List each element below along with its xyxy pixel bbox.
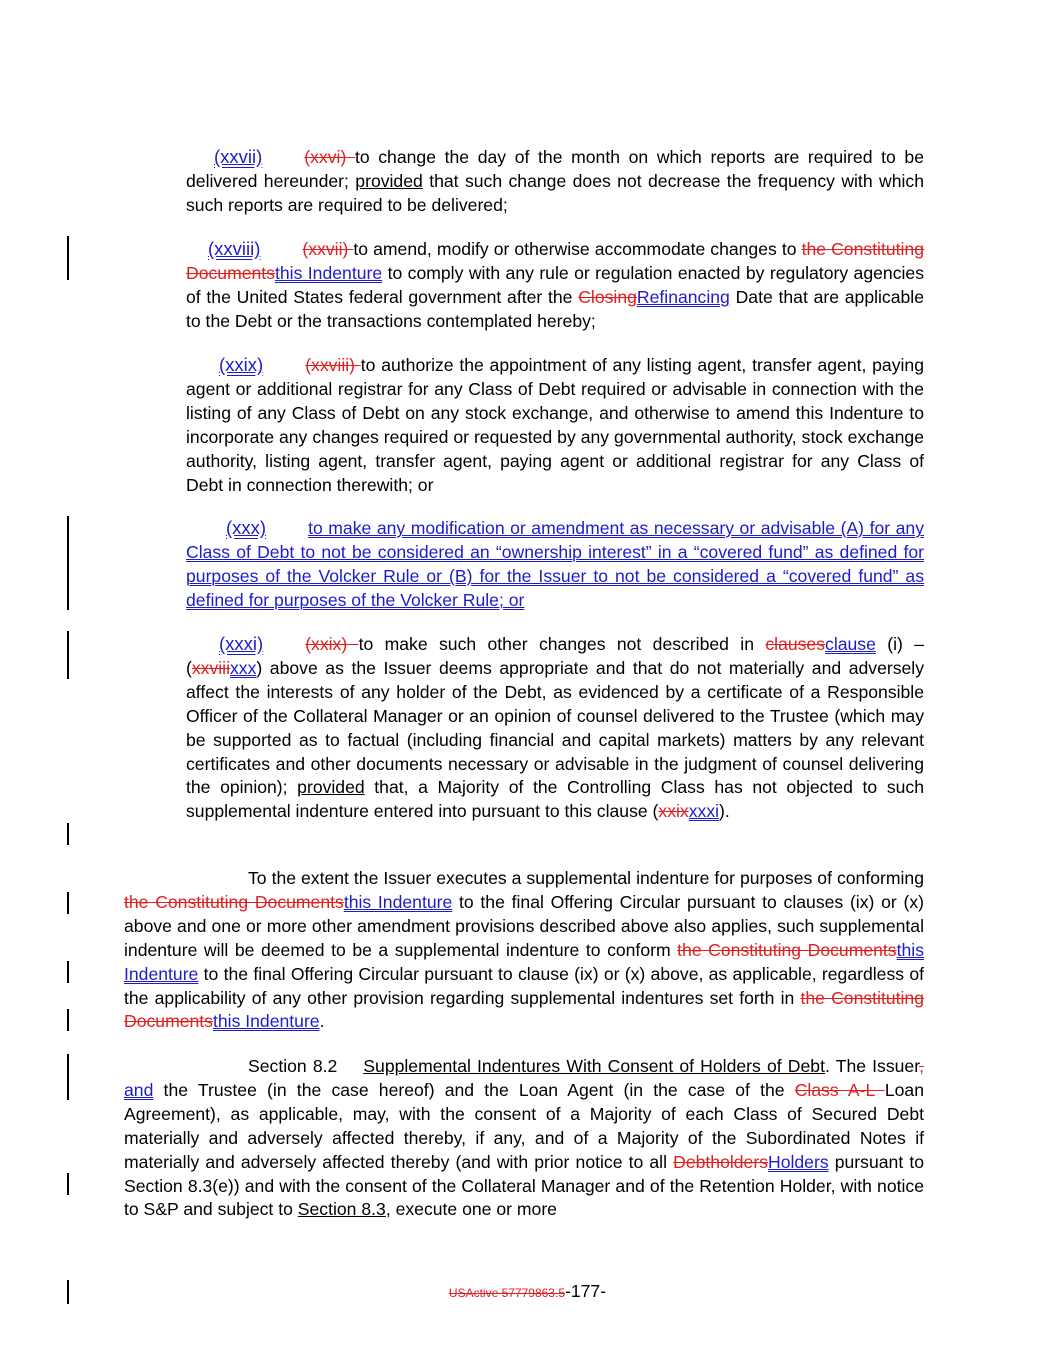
page-footer [0,1281,1055,1302]
deleted-text: the Constituting Documents [677,939,897,960]
clause-number-inserted: (xxx) [226,517,267,538]
clause-xxviii [186,237,924,334]
section-text: Loan Agreement), as applicable, may, with the consent of a Majority of each Class of Secured Debt materially and adversely affected thereby, if any, and of a Majority of the Subordinated Notes if materially and adversely affected thereby (and with prior notice to all [124,1079,924,1172]
clause-text: to comply with any rule or regulation enacted by regulatory agencies of the United States federal government after the [186,262,924,307]
clause-number-inserted: (xxxi) [219,633,264,654]
section-text: pursuant to Section 8.3(e)) and with the consent of the Collateral Manager and of the Retention Holder, with notice to S&P and subject to [124,1151,925,1220]
inserted-text: Refinancing [636,286,730,307]
deleted-text: clauses [765,634,826,654]
clause-text: (i) – ( [186,634,925,678]
clause-text: to make such other changes not described in [358,634,766,654]
deleted-text: the Constituting Documents [124,987,924,1032]
clause-text: that, a Majority of the Controlling Class has not objected to such supplemental indenture entered into pursuant to this clause ( [186,777,924,822]
change-bar [67,892,69,914]
inserted-text: this Indenture [124,939,924,984]
provided-term: provided [297,777,365,798]
section-number: Section 8.2 [248,1056,338,1076]
clause-number-inserted: (xxviii) [208,238,261,259]
clause-xxxi [186,632,924,824]
deleted-text: Debtholders [673,1151,768,1172]
clause-text: that such change does not decrease the frequency with which such reports are required to be delivered; [186,170,924,215]
clause-number-inserted: (xxvii) [214,146,263,167]
clause-xxvii [186,145,924,218]
deleted-text: , [919,1056,924,1076]
change-bar [67,1173,69,1195]
change-bar [67,961,69,983]
deleted-text: xxviii [191,657,230,678]
change-bar [67,1054,69,1100]
change-bar [67,631,69,679]
clause-number-deleted: (xxvi) [304,147,355,167]
paragraph-text: To the extent the Issuer executes a supplemental indenture for purposes of conforming [248,868,924,888]
deleted-text: the Constituting Documents [124,891,344,912]
section-text: the Trustee (in the case hereof) and the Loan Agent (in the case of the [153,1079,795,1100]
clause-xxix [186,353,924,497]
change-bar [67,823,69,845]
change-bar [67,516,69,610]
clause-text: ) above as the Issuer deems appropriate and that do not materially and adversely affect the interests of any holder of the Debt, as evidenced by a certificate of a Responsible Officer of the Collateral Manager or an opinion of counsel delivered to the Trustee (which may be supported as to factual (including financial and capital markets) matters by any relevant certificates and other documents necessary or advisable in the judgment of counsel delivering the opinion); [186,657,924,798]
inserted-text: this Indenture [274,262,383,283]
clause-text: ). [719,801,730,822]
section-8-2 [124,1055,924,1222]
clause-number-deleted: (xxvii) [302,239,354,259]
inserted-text: clause [825,634,876,654]
inserted-text: xxxi [688,801,720,822]
clause-number-inserted: (xxix) [219,354,264,375]
deleted-text: Closing [578,286,637,307]
extent-paragraph [124,867,924,1034]
paragraph-text: . [319,1011,325,1032]
inserted-text: this Indenture [212,1011,320,1032]
inserted-text: to make any modification or amendment as necessary or advisable (A) for any Class of Debt to not be considered an “ownership interest” in a “covered fund” as defined for purposes of the Volcker Rule or (B) for the Issuer to not be considered a “covered fund” as defined for purposes of the Volcker Rule; or [186,518,924,610]
section-text: . The Issuer [824,1056,920,1076]
clause-text: to amend, modify or otherwise accommodate changes to [353,239,802,259]
clause-text: to authorize the appointment of any listing agent, transfer agent, paying agent or additional registrar for any Class of Debt required or advisable in connection with the listing of any Class of Debt on any stock exchange, and otherwise to amend this Indenture to incorporate any changes required or requested by any governmental authority, stock exchange authority, listing agent, transfer agent, paying agent or additional registrar for any Class of Debt in connection therewith; or [186,355,924,495]
inserted-text: this Indenture [343,891,453,912]
inserted-text: Holders [768,1151,829,1172]
deleted-text: Class A-L [794,1079,885,1100]
section-heading: Supplemental Indentures With Consent of Holders of Debt [363,1056,825,1076]
change-bar [67,1009,69,1031]
section-text: , execute one or more [385,1199,557,1220]
clause-number-deleted: (xxviii) [305,355,361,375]
clause-number-deleted: (xxix) [305,634,359,654]
change-bar [67,236,69,280]
doc-id-deleted: USActive 57779863.5 [448,1286,565,1300]
section-reference[interactable]: Section 8.3 [297,1199,386,1220]
deleted-text: xxix [658,801,689,822]
inserted-text: xxx [229,657,257,678]
deleted-text: the Constituting Documents [186,239,924,283]
clause-xxx [186,516,924,613]
paragraph-text: to the final Offering Circular pursuant to clause (ix) or (x) above, as applicable, regardless of the applicability of any other provision regarding supplemental indentures set forth in [124,963,924,1008]
clause-text: to change the day of the month on which reports are required to be delivered hereunder; [186,147,924,191]
paragraph-text: to the final Offering Circular pursuant to clauses (ix) or (x) above and one or more other amendment provisions described above also applies, such supplemental indenture will be deemed to be a supplemental indenture to conform [124,891,924,960]
provided-term: provided [355,170,423,191]
clause-text: Date that are applicable to the Debt or the transactions contemplated hereby; [186,286,924,331]
inserted-text: and [124,1079,154,1100]
page-number: -177- [565,1281,607,1301]
